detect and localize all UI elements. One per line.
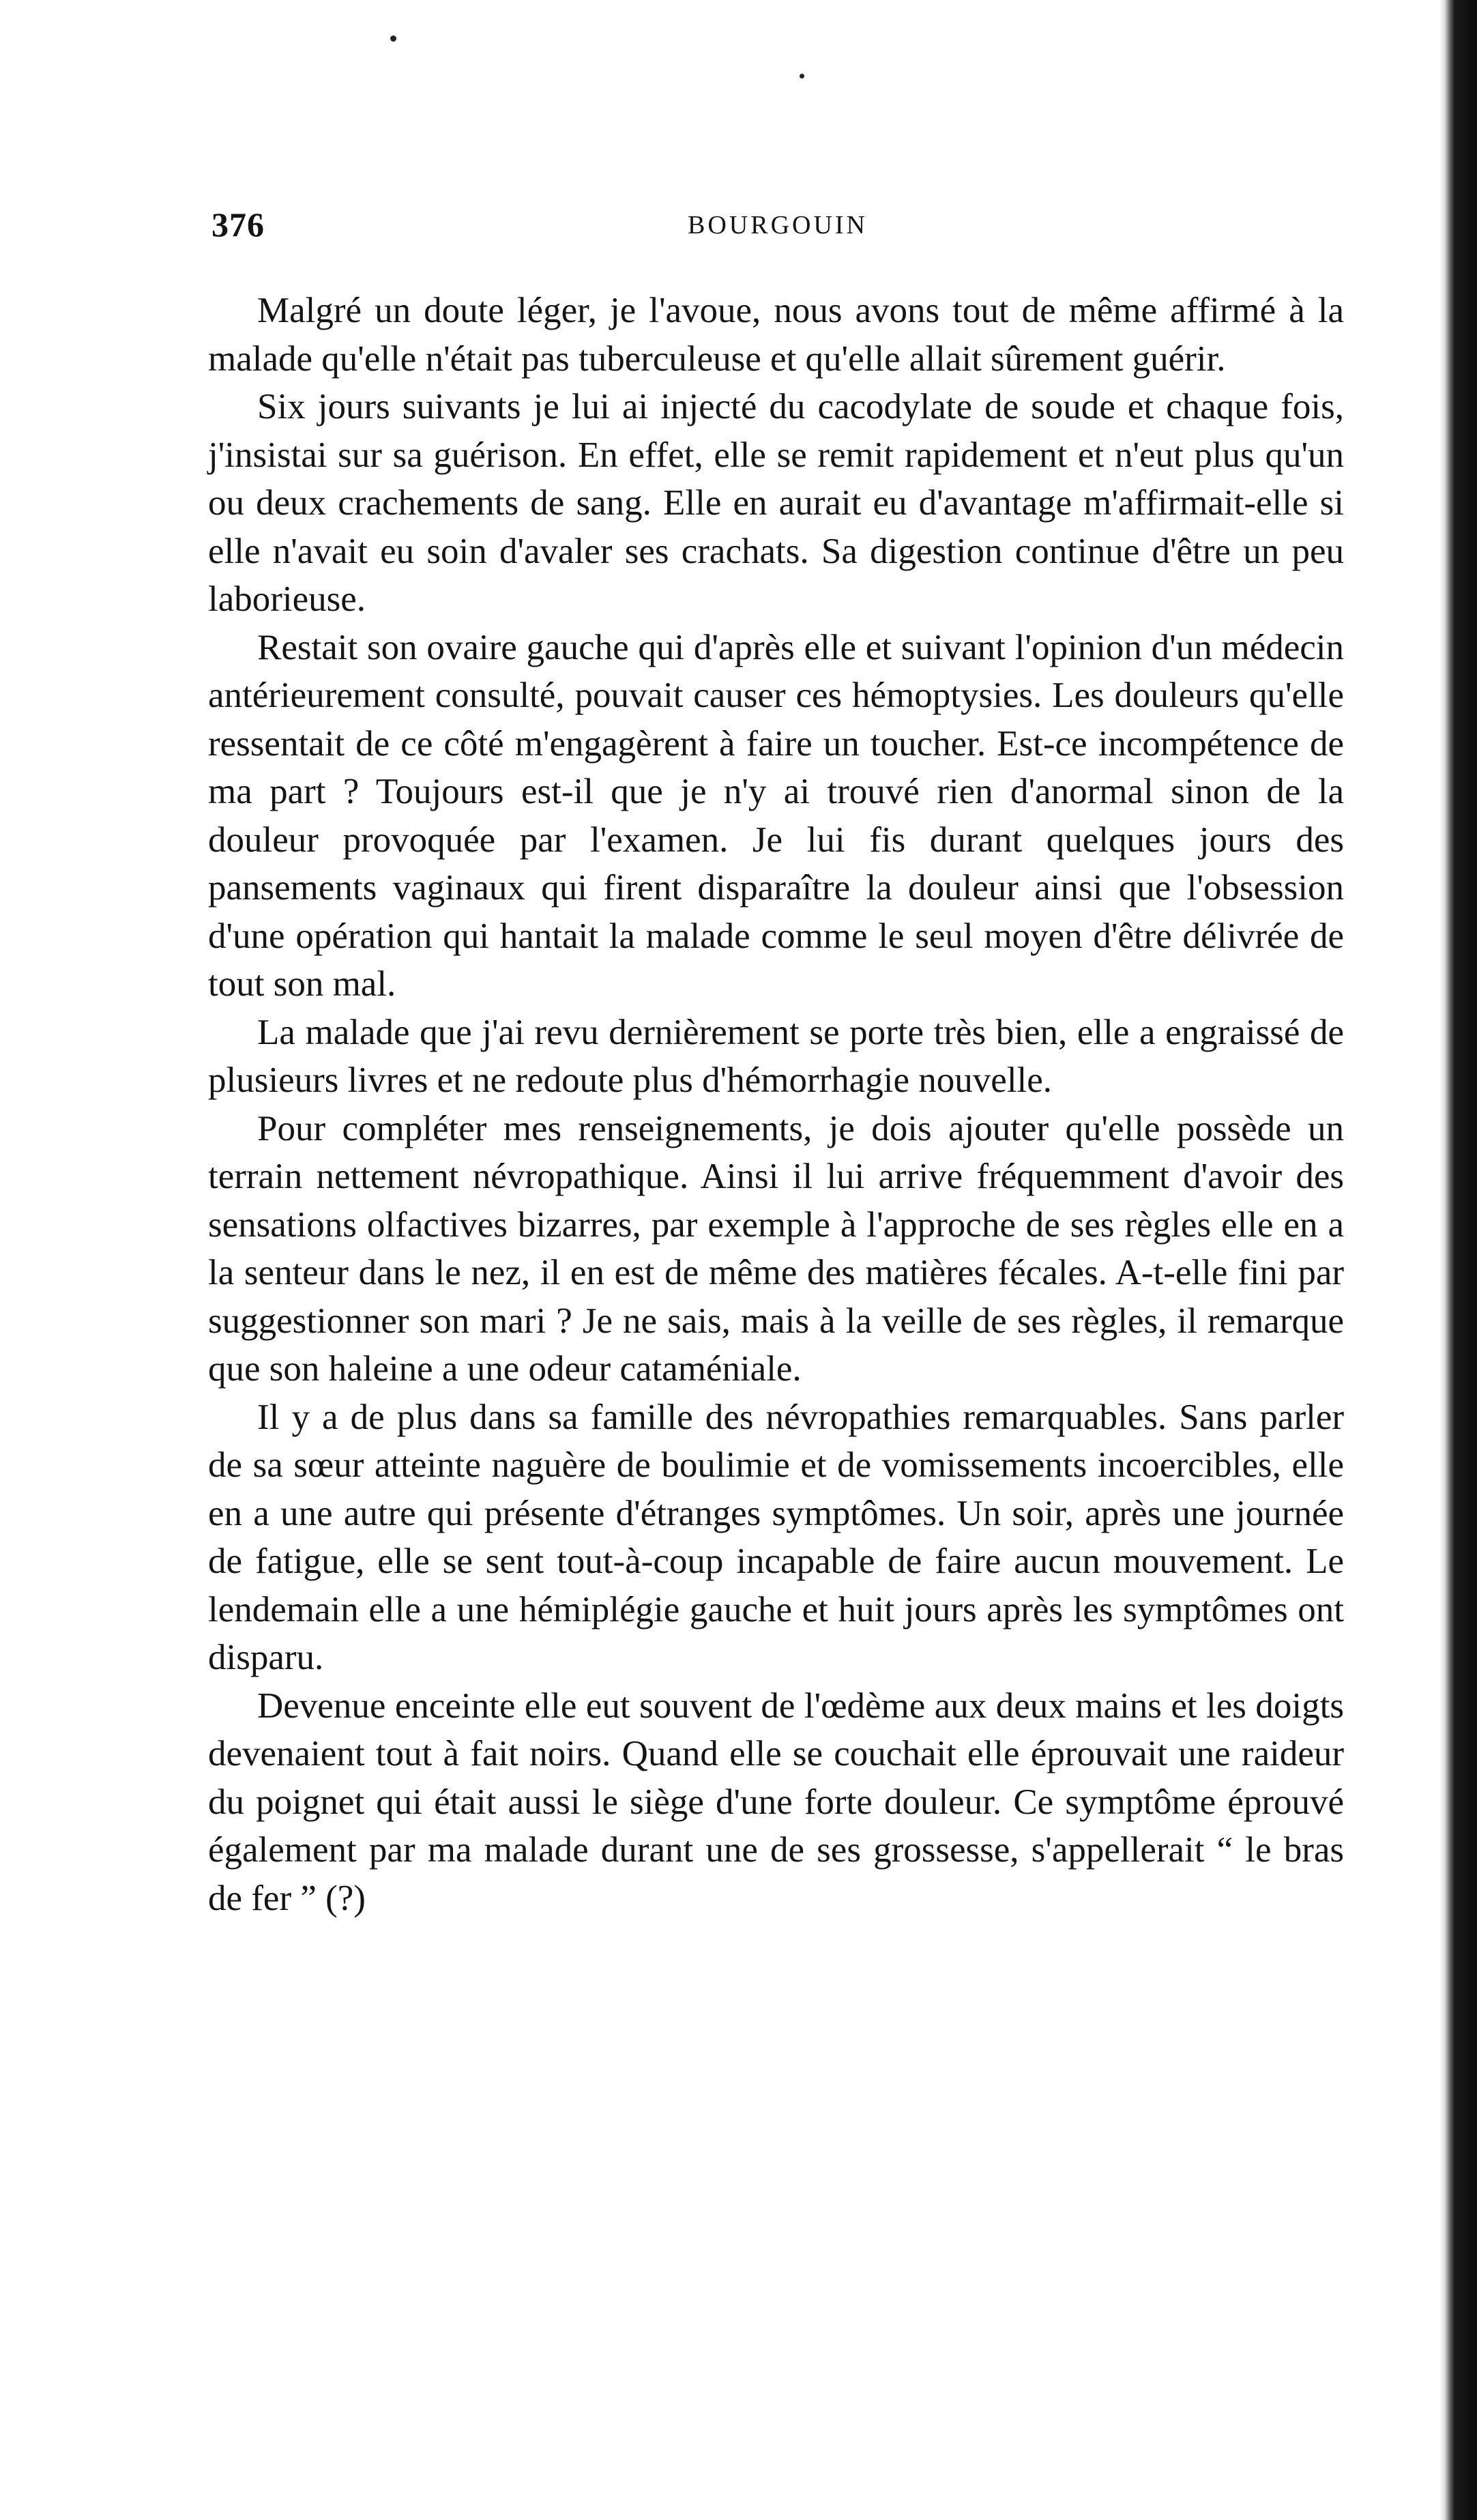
page-edge-shadow [1412, 0, 1477, 2520]
paragraph: Devenue enceinte elle eut souvent de l'œdème aux deux mains et les doigts devenaient tout à fait noirs. Quand elle se couchait elle éprouvait une raideur du poignet qui était aussi le siège d'une forte douleur. Ce symptôme éprouvé également par ma malade durant une de ses grossesse, s'appellerait “ le bras de fer ” (?) [208, 1685, 1344, 1918]
page-header [211, 205, 1344, 252]
body-text [208, 287, 1344, 1922]
running-head: BOURGOUIN [688, 211, 868, 240]
paragraph: Malgré un doute léger, je l'avoue, nous avons tout de même affirmé à la malade qu'elle n'était pas tuberculeuse et qu'elle allait sûrement guérir. [208, 291, 1344, 379]
paragraph: Il y a de plus dans sa famille des névropathies remarquables. Sans parler de sa sœur atteinte naguère de boulimie et de vomissements incoercibles, elle en a une autre qui présente d'étranges symptômes. Un soir, après une journée de fatigue, elle se sent tout-à-coup incapable de faire aucun mouvement. Le lendemain elle a une hémiplégie gauche et huit jours après les symptômes ont disparu. [208, 1397, 1344, 1677]
page-number: 376 [211, 205, 265, 244]
paragraph: La malade que j'ai revu dernièrement se porte très bien, elle a engraissé de plusieurs livres et ne redoute plus d'hémorrhagie nouvelle. [208, 1012, 1344, 1100]
print-speck [390, 35, 396, 42]
paragraph: Restait son ovaire gauche qui d'après elle et suivant l'opinion d'un médecin antérieurement consulté, pouvait causer ces hémoptysies. Les douleurs qu'elle ressentait de ce côté m'engagèrent à faire un toucher. Est-ce incompétence de ma part ? Toujours est-il que je n'y ai trouvé rien d'anormal sinon de la douleur provoquée par l'examen. Je lui fis durant quelques jours des pansements vaginaux qui firent disparaître la douleur ainsi que l'obsession d'une opération qui hantait la malade comme le seul moyen d'être délivrée de tout son mal. [208, 627, 1344, 1004]
print-speck [800, 74, 804, 78]
paragraph: Six jours suivants je lui ai injecté du cacodylate de soude et chaque fois, j'insistai sur sa guérison. En effet, elle se remit rapidement et n'eut plus qu'un ou deux crachements de sang. Elle en aurait eu d'avantage m'affirmait-elle si elle n'avait eu soin d'avaler ses crachats. Sa digestion continue d'être un peu laborieuse. [208, 387, 1344, 619]
paragraph: Pour compléter mes renseignements, je dois ajouter qu'elle possède un terrain nettement névropathique. Ainsi il lui arrive fréquemment d'avoir des sensations olfactives bizarres, par exemple à l'approche de ses règles elle en a la senteur dans le nez, il en est de même des matières fécales. A-t-elle fini par suggestionner son mari ? Je ne sais, mais à la veille de ses règles, il remarque que son haleine a une odeur cataméniale. [208, 1108, 1344, 1389]
